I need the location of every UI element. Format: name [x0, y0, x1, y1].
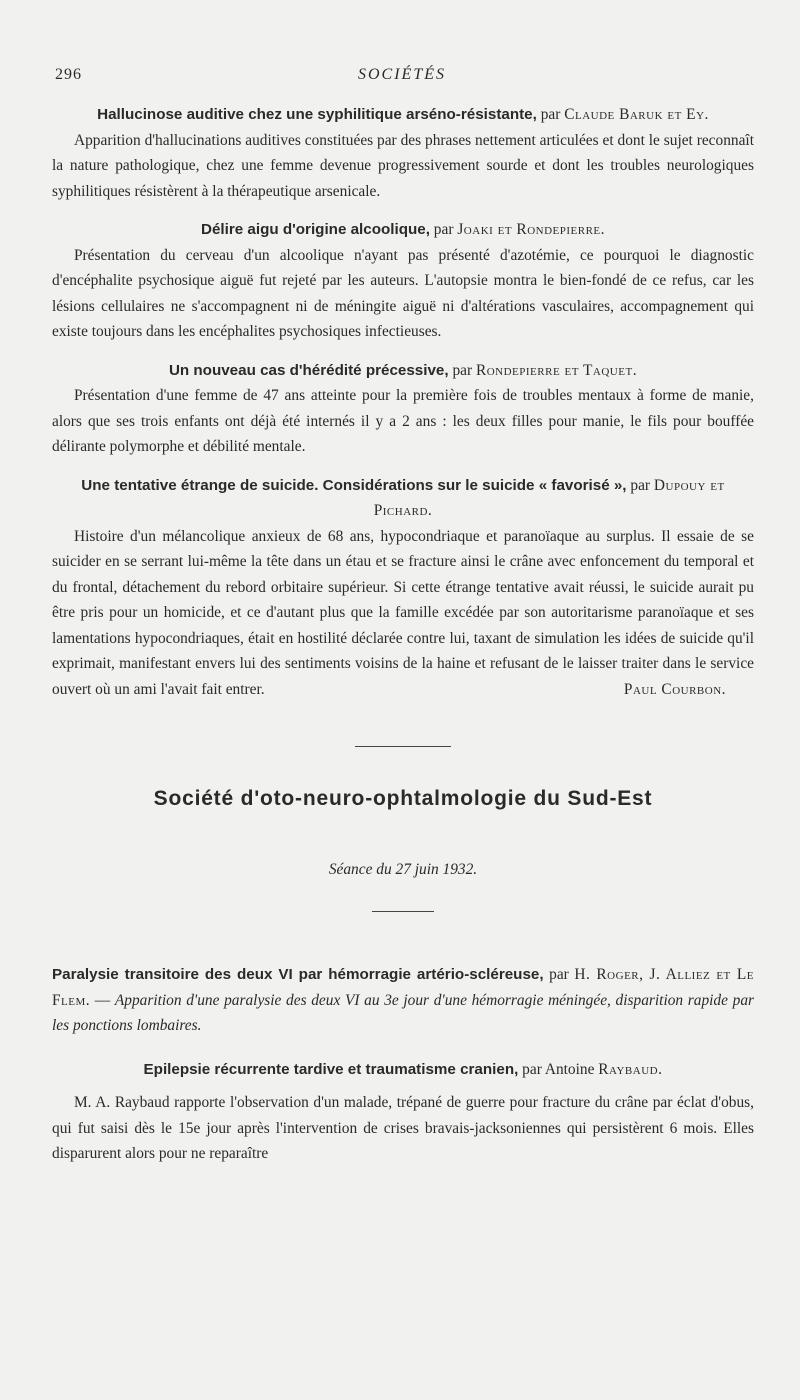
section-authors: Claude Baruk et Ey. [564, 106, 709, 123]
section-heading [52, 217, 754, 243]
section-title: Une tentative étrange de suicide. Considérations sur le suicide « favorisé », [81, 476, 627, 494]
seance-divider [372, 911, 434, 912]
running-title: SOCIÉTÉS [358, 66, 446, 83]
par-word: par [549, 966, 569, 983]
section-title: Paralysie transitoire des deux VI par hémorragie artério-scléreuse, [52, 966, 544, 983]
section-title: Délire aigu d'origine alcoolique, [201, 221, 430, 238]
section-heading [52, 962, 754, 1039]
section-title: Epilepsie récurrente tardive et traumatisme cranien, [143, 1060, 519, 1078]
signature: Paul Courbon. [623, 680, 726, 698]
section-heading [52, 358, 754, 384]
section-title: Hallucinose auditive chez une syphilitique arséno-résistante, [97, 106, 537, 123]
par-word: par [433, 221, 454, 238]
section-body: Histoire d'un mélancolique anxieux de 68 ans, hypocondriaque et paranoïaque au surplus. Il essaie de se suicider en se serrant lui-même la tête dans un étau et se fracture ainsi le crâne avec enfoncement du temporal et du frontal, détachement du rebord orbitaire supérieur. Si cette étrange tentative avait réussi, le suicide aurait pu être pris pour un homicide, et ce d'autant plus que la famille excédée par son autoritarisme paranoïaque et ses lamentations hypocondriaques, était en hostilité déclarée contre lui, taxant de simulation les idées de suicide qu'il exprimait, manifestant envers lui des sentiments voisins de la haine et refusant de le laisser traiter dans le service ouvert où un ami l'avait fait entrer. [52, 527, 754, 698]
par-word: par [522, 1060, 542, 1078]
section-authors: Joaki et Rondepierre. [457, 221, 605, 238]
section-authors: H. Roger, J. Alliez et Le Flem. [52, 966, 754, 1009]
page-header [52, 66, 752, 90]
section-authors: Dupouy et Pichard. [373, 476, 725, 519]
page-content [52, 102, 754, 1167]
author-firstname: Antoine [544, 1060, 595, 1078]
dash: — [90, 991, 115, 1009]
section-body: M. A. Raybaud rapporte l'observation d'un malade, trépané de guerre pour fracture du crâne par éclat d'obus, qui fut saisi dès le 15e jour après l'intervention de crises bravais-jacksoniennes qui persistèrent 6 mois. Elles disparurent alors pour ne reparaître [52, 1094, 754, 1162]
section-body: Présentation du cerveau d'un alcoolique n'ayant pas présenté d'azotémie, ce pourquoi le diagnostic d'encéphalite psychosique aiguë fut rejeté par les auteurs. L'autopsie montra le bien-fondé de ce refus, car les lésions cellulaires ne s'accompagnent ni de méningite aiguë ni d'altérations vasculaires, accompagnement qui existe toujours dans les encéphalites psychosiques infectieuses. [52, 246, 754, 340]
section-title: Un nouveau cas d'hérédité précessive, [168, 361, 449, 379]
par-word: par [540, 106, 561, 123]
section-body: Apparition d'une paralysie des deux VI au 3e jour d'une hémorragie méningée, disparition rapide par les ponctions lombaires. [52, 991, 754, 1034]
section-body: Apparition d'hallucinations auditives constituées par des phrases nettement articulées et dont le sujet reconnaît la nature pathologique, chez une femme devenue progressivement sourde et dont les troubles neurologiques syphilitiques résistèrent à la thérapeutique arsenicale. [52, 131, 754, 200]
section-body: Présentation d'une femme de 47 ans atteinte pour la première fois de troubles mentaux à forme de manie, alors que ses trois enfants ont déjà été internés il y a 2 ans : les deux filles pour manie, le fils pour bouffée délirante polymorphe et débilité mentale. [52, 387, 754, 455]
seance-date: Séance du 27 juin 1932. [328, 861, 478, 878]
par-word: par [452, 361, 473, 379]
section-heading [52, 473, 754, 524]
page-number: 296 [55, 66, 82, 83]
section-divider [355, 746, 451, 747]
section-heading [52, 102, 754, 128]
section-authors: Rondepierre et Taquet. [475, 361, 638, 379]
section-authors: Raybaud. [598, 1060, 663, 1078]
society-title: Société d'oto-neuro-ophtalmologie du Sud-Est [153, 787, 653, 810]
par-word: par [630, 476, 651, 494]
section-heading [52, 1057, 754, 1083]
